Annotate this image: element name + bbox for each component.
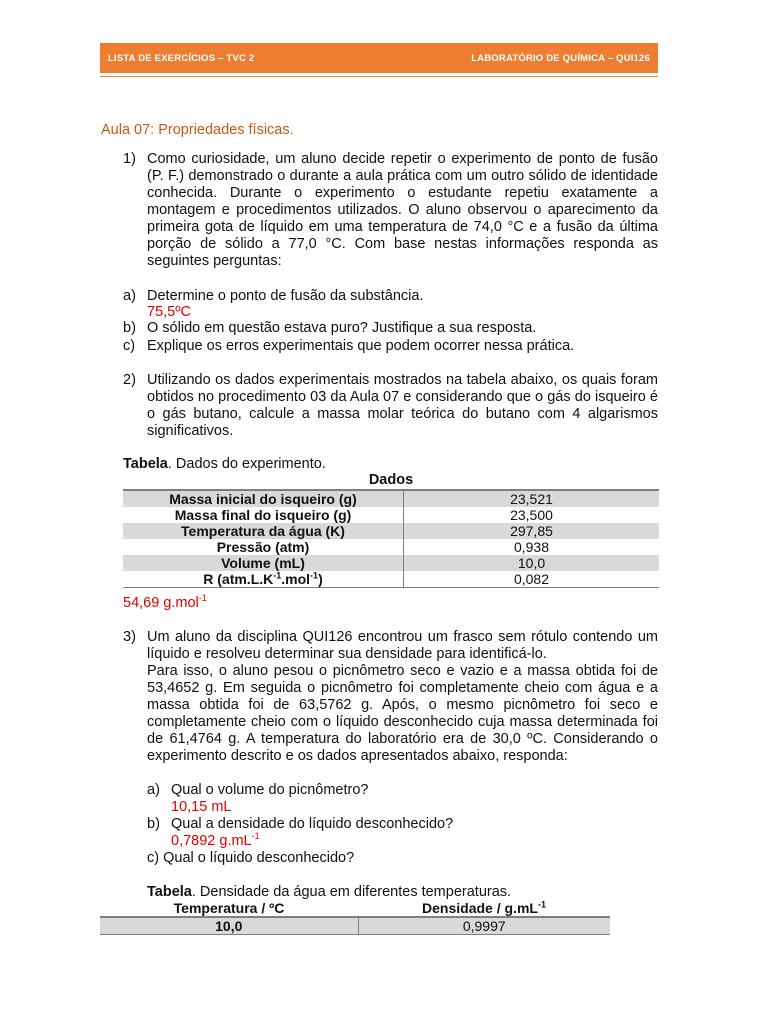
row-label — [123, 571, 404, 588]
q2-table-caption — [123, 456, 326, 473]
r-label-mid: .mol — [281, 571, 311, 587]
r-label-start: R (atm.L.K — [203, 571, 274, 587]
row-value: 0,082 — [404, 571, 660, 588]
q3-paragraph-1: Um aluno da disciplina QUI126 encontrou um frasco sem rótulo contendo um líquido e resolveu determinar sua densidade para identificá-lo. — [147, 629, 658, 662]
table-row — [123, 490, 659, 507]
q2-caption-rest: . Dados do experimento. — [167, 456, 326, 472]
header-right-text: LABORATÓRIO DE QUÍMICA – QUI126 — [471, 52, 650, 64]
q3a-label: a) — [147, 782, 160, 798]
row-value: 0,938 — [404, 539, 660, 555]
q1c-label: c) — [123, 338, 136, 354]
experiment-data-table — [123, 489, 659, 588]
q1a-text: Determine o ponto de fusão da substância. — [147, 288, 424, 304]
q1b-label: b) — [123, 320, 136, 336]
col-density-header — [358, 900, 610, 917]
row-density: 0,9997 — [358, 917, 610, 935]
table-row — [123, 539, 659, 555]
r-label-sup2: -1 — [310, 570, 319, 581]
col-temperature-header: Temperatura / ºC — [173, 900, 285, 916]
q3b-answer-sup: -1 — [251, 831, 260, 842]
q3b-label: b) — [147, 816, 160, 832]
q3c-text: c) Qual o líquido desconhecido? — [147, 850, 355, 866]
table-row — [123, 523, 659, 539]
row-label: Temperatura da água (K) — [123, 523, 404, 539]
q2-answer — [123, 595, 207, 612]
q3-number: 3) — [123, 629, 136, 645]
table-row — [100, 917, 610, 935]
table-row — [123, 571, 659, 588]
r-label-end: ) — [318, 571, 323, 587]
row-label: Massa inicial do isqueiro (g) — [123, 490, 404, 507]
q1b-text: O sólido em questão estava puro? Justifique a sua resposta. — [147, 320, 537, 336]
q2-answer-value: 54,69 g.mol — [123, 595, 199, 611]
q2-caption-bold: Tabela — [123, 456, 168, 472]
q1a-label: a) — [123, 288, 136, 304]
q1-text: Como curiosidade, um aluno decide repetir o experimento de ponto de fusão (P. F.) demonstrado o durante a aula prática com um outro sólido de identidade conhecida. Durante o experimento o estudante repetiu exatamente a montagem e procedimentos utilizados. O aluno observou o aparecimento da primeira gota de líquido em uma temperatura de 74,0 °C e a fusão da última porção de sólido a 77,0 °C. Com base nestas informações responda as seguintes perguntas: — [147, 151, 658, 269]
q2-number: 2) — [123, 372, 136, 388]
row-value: 23,500 — [404, 507, 660, 523]
q3-caption-bold: Tabela — [147, 884, 192, 900]
q2-answer-sup: -1 — [198, 593, 207, 604]
table-row — [123, 507, 659, 523]
row-label: Volume (mL) — [123, 555, 404, 571]
q3b-answer — [171, 833, 260, 850]
row-value: 23,521 — [404, 490, 660, 507]
q3-table-caption — [147, 884, 511, 901]
page-header — [100, 43, 658, 73]
header-left-text: LISTA DE EXERCÍCIOS – TVC 2 — [108, 52, 255, 64]
q1-number: 1) — [123, 151, 136, 167]
q2-table-title: Dados — [368, 472, 414, 488]
table-header-row — [100, 900, 610, 917]
q3a-text: Qual o volume do picnômetro? — [171, 782, 369, 798]
water-density-table — [100, 900, 610, 935]
r-label-sup1: -1 — [273, 570, 282, 581]
row-label: Pressão (atm) — [216, 539, 310, 555]
q3-caption-rest: . Densidade da água em diferentes temperaturas. — [191, 884, 512, 900]
q3b-answer-value: 0,7892 g.mL — [171, 833, 252, 849]
row-value: 10,0 — [404, 555, 660, 571]
col-density-sup: -1 — [537, 899, 546, 910]
q3b-text: Qual a densidade do líquido desconhecido? — [171, 816, 454, 832]
row-temperature: 10,0 — [100, 917, 358, 935]
q1a-answer: 75,5ºC — [147, 304, 191, 320]
row-value: 297,85 — [404, 523, 660, 539]
section-title: Aula 07: Propriedades físicas. — [101, 122, 294, 138]
q1c-text: Explique os erros experimentais que podem ocorrer nessa prática. — [147, 338, 575, 354]
q2-text: Utilizando os dados experimentais mostrados na tabela abaixo, os quais foram obtidos no procedimento 03 da Aula 07 e considerando que o gás do isqueiro é o gás butano, calcule a massa molar teórica do butano com 4 algarismos significativos. — [147, 372, 658, 439]
table-row — [123, 555, 659, 571]
q3a-answer: 10,15 mL — [171, 799, 232, 815]
col-density-text: Densidade / g.mL — [422, 900, 538, 916]
q3-paragraph-2: Para isso, o aluno pesou o picnômetro seco e vazio e a massa obtida foi de 53,4652 g. Em seguida o picnômetro foi completamente cheio com água e a massa obtida foi de 63,5762 g. Após, o mesmo picnômetro foi seco e completamente cheio com o líquido desconhecido cuja massa determinada foi de 61,4764 g. A temperatura do laboratório era de 30,0 ºC. Considerando o experimento descrito e os dados apresentados abaixo, responda: — [147, 663, 658, 764]
row-label: Massa final do isqueiro (g) — [174, 507, 352, 523]
header-divider — [100, 76, 658, 77]
